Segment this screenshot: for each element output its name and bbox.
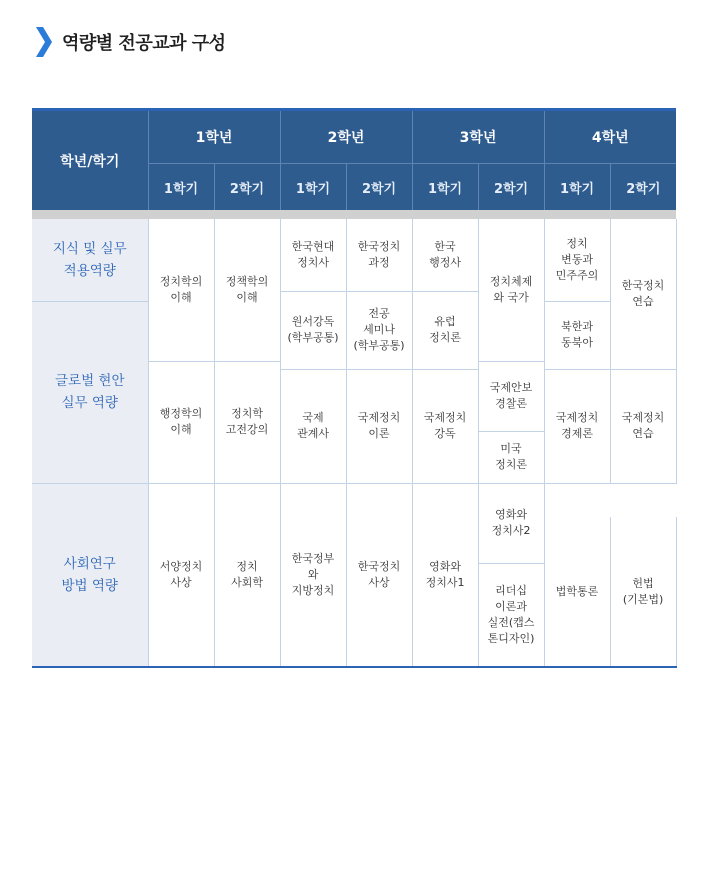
course-cell	[478, 361, 544, 431]
cell-text-line: 사회학	[231, 575, 263, 589]
cell-text-line: 이론과	[495, 599, 527, 613]
cell-text-line: 이해	[170, 423, 192, 436]
cell-text-line: 실무 역량	[61, 395, 118, 411]
cell-text-line: 정치	[236, 559, 258, 573]
course-cell	[478, 431, 544, 483]
cell-text-line: (기본법)	[622, 592, 664, 606]
cell-text-line: 연습	[632, 427, 654, 440]
cell-text-line: 경제론	[561, 427, 593, 440]
course-cell	[346, 219, 412, 291]
cell-text-line: 영화와	[429, 559, 461, 573]
course-cell	[346, 369, 412, 483]
course-cell	[478, 219, 544, 361]
cell-text-line: 글로벌 현안	[55, 373, 125, 389]
cell-text-line: 지방정치	[291, 583, 335, 597]
cell-text-line: 정치론	[495, 458, 527, 471]
page-title: 역량별 전공교과 구성	[62, 33, 226, 54]
course-cell	[280, 483, 346, 667]
course-cell	[214, 219, 280, 361]
course-cell	[280, 291, 346, 369]
course-cell	[610, 517, 676, 667]
cell-text-line: 정치사2	[491, 524, 531, 537]
course-cell	[610, 369, 676, 483]
cell-text-line: 톤디자인)	[487, 631, 535, 645]
cell-text-line: 국제정치	[555, 411, 599, 424]
cell-text-line: 정치학	[231, 407, 263, 420]
header-semester: 1학기	[412, 164, 478, 211]
cell-text-line: 정치사	[297, 255, 329, 269]
course-cell	[544, 219, 610, 301]
category-global	[32, 301, 148, 483]
cell-text-line: 행정사	[429, 255, 461, 269]
cell-text-line: 정치체제	[489, 274, 533, 288]
table-bottom-line	[32, 667, 676, 668]
cell-text-line: 관계사	[297, 427, 329, 440]
cell-text-line: 사회연구	[63, 555, 116, 572]
cell-text-line: 한국현대	[291, 239, 335, 253]
cell-text-line: 북한과	[561, 320, 593, 333]
cell-text-line: 고전강의	[225, 423, 269, 436]
category-research	[32, 483, 148, 667]
cell-text-line: 정치사1	[425, 575, 465, 589]
cell-text-line: 정치론	[429, 331, 461, 344]
course-cell	[148, 483, 214, 667]
cell-text-line: 헌법	[632, 576, 654, 590]
cell-text-line: 사상	[368, 575, 390, 589]
cell-text-line: 국제정치	[357, 411, 401, 424]
cell-text-line: 동북아	[561, 336, 593, 349]
cell-text-line: 지식 및 실무	[52, 240, 127, 257]
course-cell	[280, 369, 346, 483]
cell-text-line: 한국정치	[621, 278, 665, 292]
cell-text-line: 서양정치	[159, 559, 203, 573]
cell-text-line: 연습	[632, 294, 654, 308]
cell-text-line: 국제	[302, 411, 324, 424]
cell-text-line: 국제정치	[423, 411, 467, 424]
cell-text-line: 과정	[368, 255, 390, 269]
header-semester: 2학기	[478, 164, 544, 211]
course-cell	[346, 291, 412, 369]
cell-text-line: 이론	[368, 427, 390, 440]
cell-text-line: 전공	[368, 307, 390, 320]
cell-text-line: 변동과	[561, 252, 593, 266]
header-semester: 2학기	[610, 164, 676, 211]
cell-text-line: 유럽	[434, 315, 456, 328]
header-semester: 1학기	[148, 164, 214, 211]
cell-text-line: (학부공통)	[287, 331, 339, 344]
header-semester: 1학기	[280, 164, 346, 211]
header-divider	[32, 210, 676, 219]
category-knowledge	[32, 219, 148, 301]
cell-text-line: 원서강독	[291, 315, 335, 328]
chevron-right-icon	[36, 27, 52, 57]
cell-text-line: 행정학의	[159, 407, 203, 420]
cell-text-line: 한국정치	[357, 239, 401, 253]
cell-text-line: 와 국가	[493, 290, 529, 304]
header-year-3: 3학년	[412, 110, 544, 164]
cell-text-line: 방법 역량	[61, 577, 118, 594]
cell-text-line: 국제정치	[621, 411, 665, 424]
header-semester: 1학기	[544, 164, 610, 211]
course-cell	[280, 219, 346, 291]
page-title-bar	[36, 26, 226, 58]
cell-text-line: 국제안보	[489, 381, 533, 394]
header-semester: 2학기	[214, 164, 280, 211]
curriculum-table-wrap	[32, 108, 676, 668]
cell-text-line: 사상	[170, 575, 192, 589]
cell-text-line: 경찰론	[495, 397, 527, 410]
cell-text-line: 한국정치	[357, 559, 401, 573]
cell-text-line: 정치	[566, 236, 588, 250]
cell-text-line: 한국	[434, 239, 456, 253]
course-cell	[214, 483, 280, 667]
cell-text-line: 이해	[170, 290, 192, 304]
cell-text-line: 정책학의	[225, 274, 269, 288]
cell-text-line: 법학통론	[555, 584, 599, 598]
course-cell	[412, 483, 478, 667]
cell-text-line: 적용역량	[63, 262, 116, 279]
cell-text-line: 민주주의	[555, 268, 599, 282]
cell-text-line: 세미나	[363, 323, 395, 336]
course-cell	[544, 301, 610, 369]
header-year-2: 2학년	[280, 110, 412, 164]
cell-text-line: 한국정부	[291, 551, 335, 565]
cell-text-line: (학부공통)	[353, 339, 405, 352]
course-cell	[214, 361, 280, 483]
cell-text-line: 이해	[236, 290, 258, 304]
cell-text-line: 실전(캡스	[487, 615, 535, 629]
cell-text-line: 강독	[434, 427, 456, 440]
course-cell	[148, 361, 214, 483]
course-cell	[544, 369, 610, 483]
course-cell	[346, 483, 412, 667]
course-cell	[610, 219, 676, 369]
course-cell	[544, 517, 610, 667]
header-corner: 학년/학기	[32, 110, 148, 211]
header-year-4: 4학년	[544, 110, 676, 164]
header-semester: 2학기	[346, 164, 412, 211]
course-cell	[412, 219, 478, 291]
header-year-1: 1학년	[148, 110, 280, 164]
course-cell	[412, 291, 478, 369]
course-cell	[412, 369, 478, 483]
cell-text-line: 정치학의	[159, 274, 203, 288]
cell-text-line: 리더십	[495, 583, 527, 597]
cell-text-line: 영화와	[495, 508, 527, 521]
course-cell	[478, 563, 544, 667]
curriculum-table	[32, 108, 677, 668]
course-cell	[148, 219, 214, 361]
cell-text-line: 와	[307, 567, 319, 581]
cell-text-line: 미국	[500, 442, 522, 455]
course-cell	[478, 483, 544, 563]
